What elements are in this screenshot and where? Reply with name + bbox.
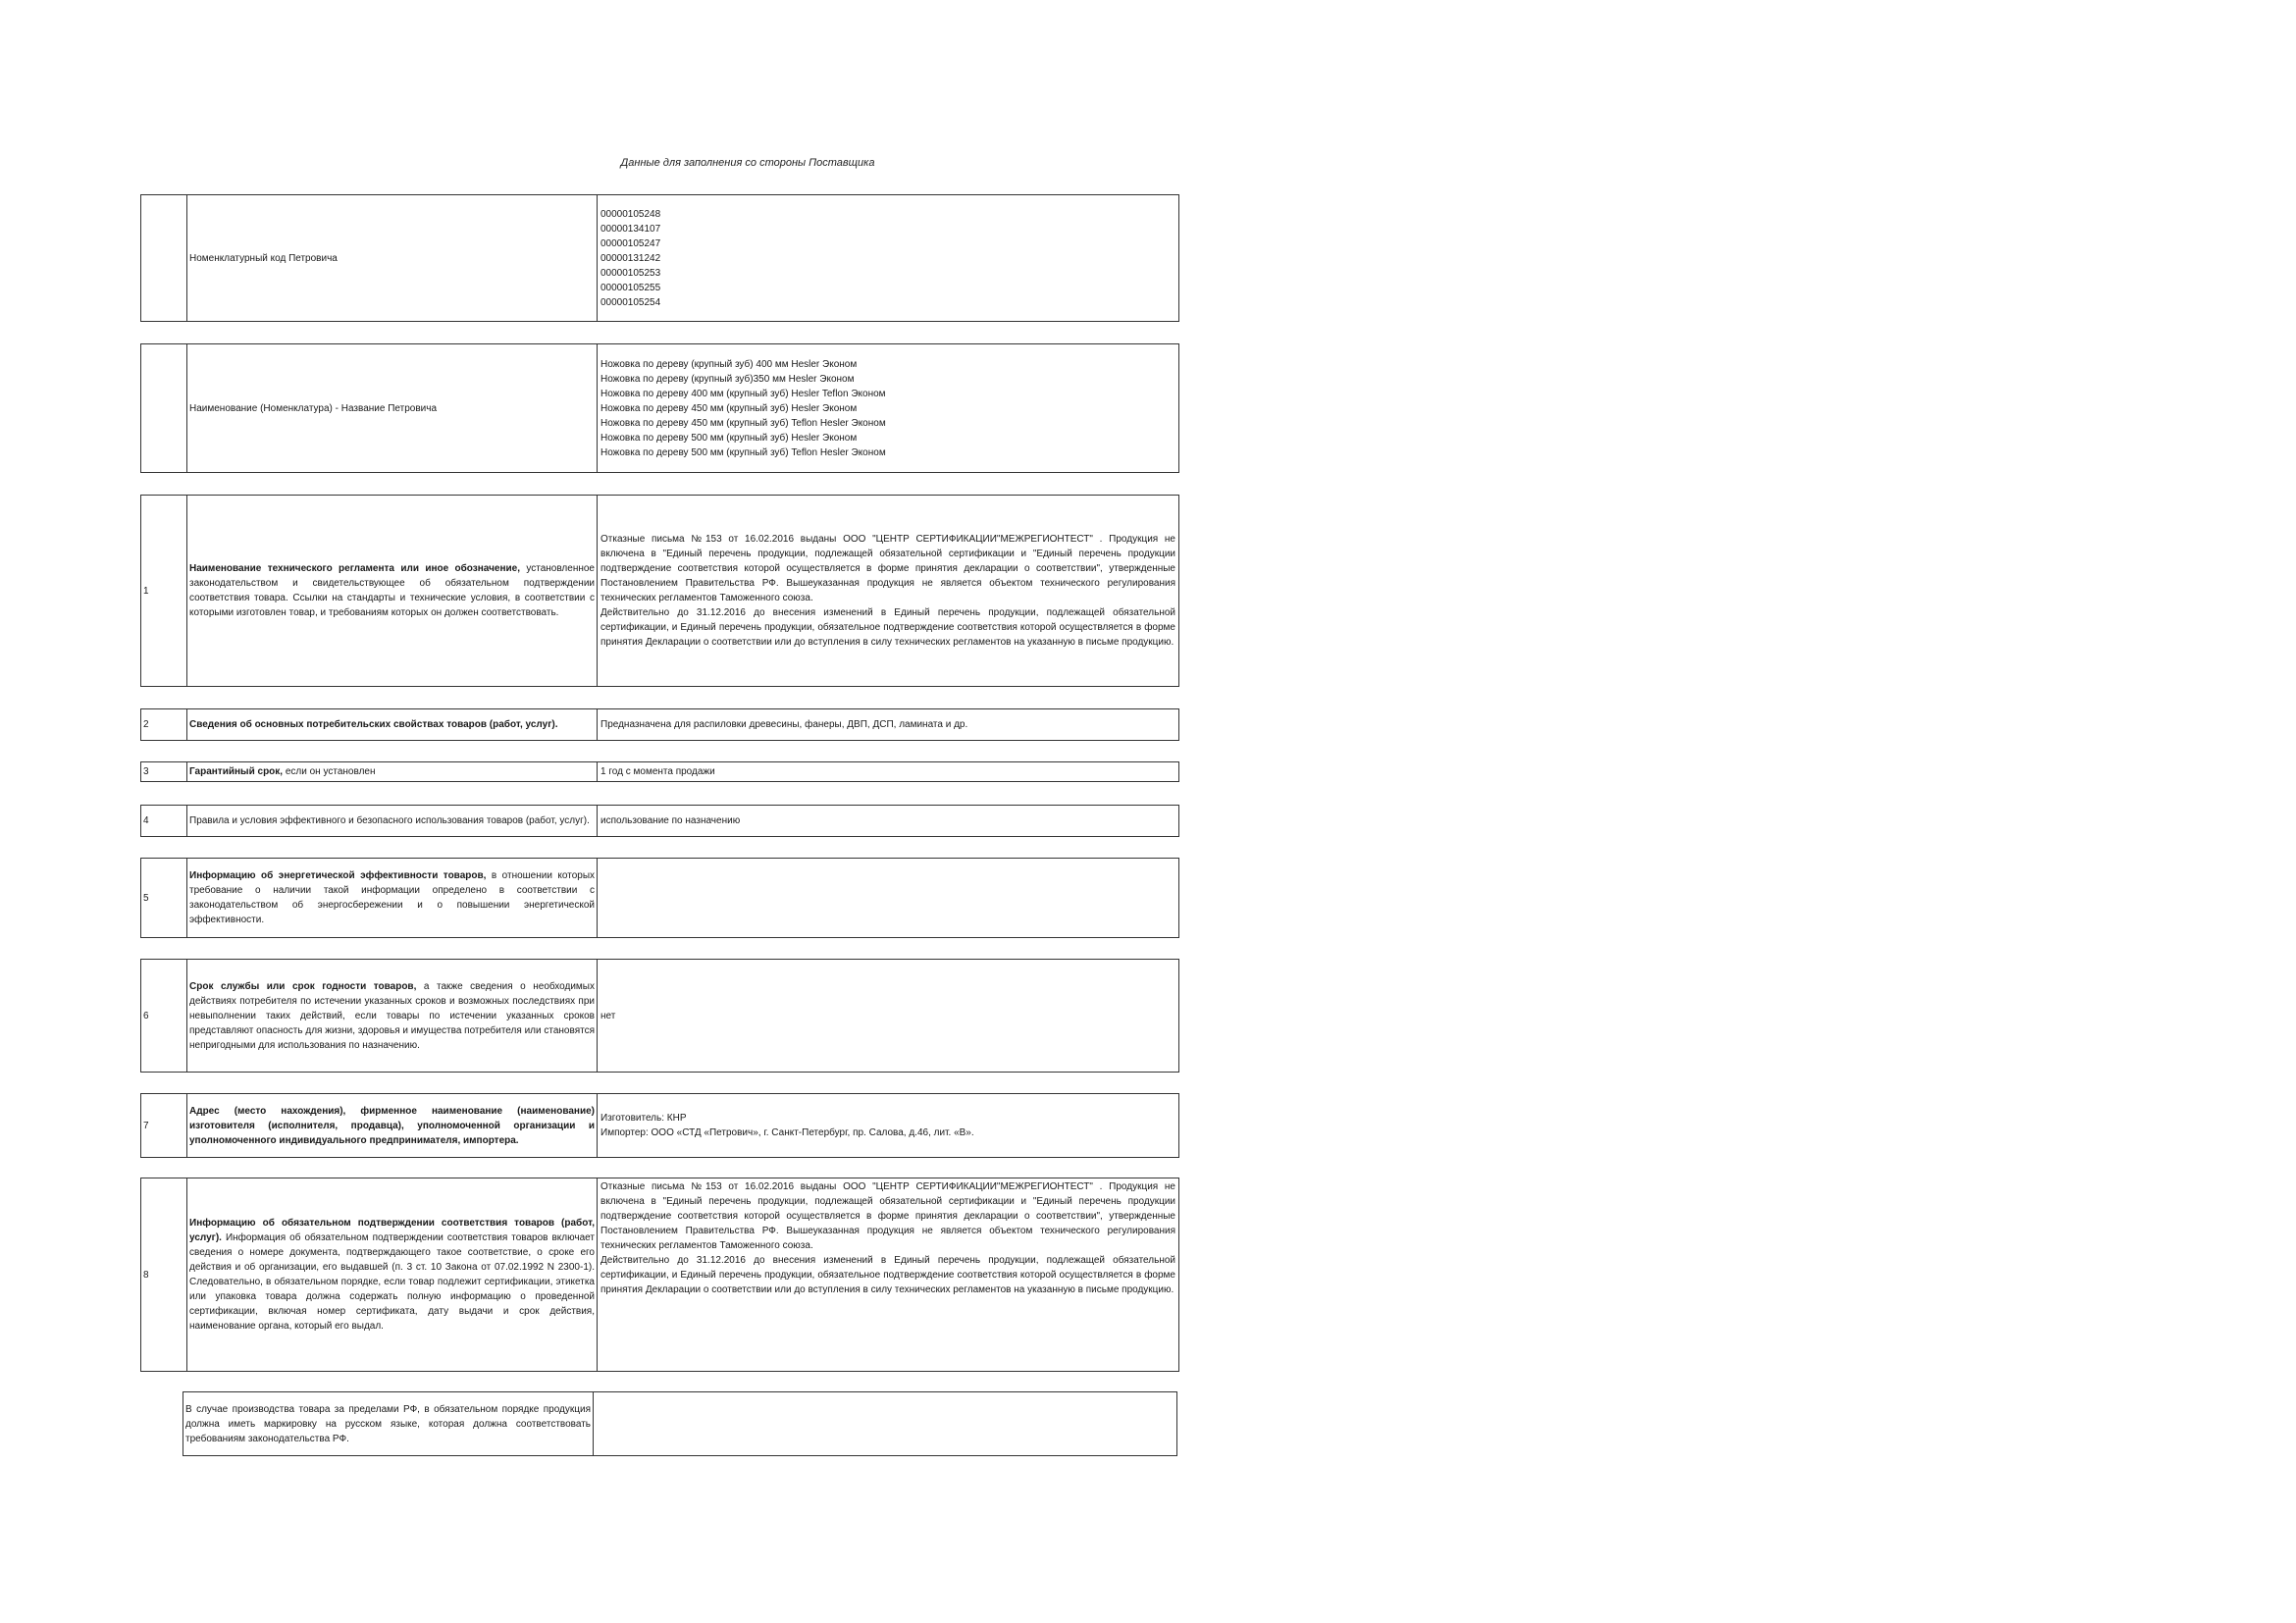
- row-label: [187, 960, 598, 1072]
- name-item: Ножовка по дереву 400 мм (крупный зуб) Hesler Teflon Эконом: [600, 388, 886, 399]
- code-item: 00000105255: [600, 282, 661, 293]
- name-item: Ножовка по дереву (крупный зуб) 400 мм Hesler Эконом: [600, 358, 858, 370]
- row-label-bold: Срок службы или срок годности товаров,: [189, 980, 417, 992]
- row-number: [141, 195, 187, 321]
- row-9-russian-marking: [183, 1391, 1177, 1456]
- row-label: Номенклатурный код Петровича: [187, 195, 598, 321]
- name-item: Ножовка по дереву 450 мм (крупный зуб) Hesler Эконом: [600, 402, 858, 414]
- row-number: 7: [141, 1094, 187, 1157]
- code-item: 00000131242: [600, 252, 661, 264]
- row-8-mandatory-confirmation: [140, 1178, 1179, 1372]
- row-number: 2: [141, 709, 187, 740]
- row-value: [598, 1178, 1178, 1371]
- row-7-address: [140, 1093, 1179, 1158]
- row-label-bold: Наименование технического регламента или иное обозначение,: [189, 563, 520, 574]
- row-number: 1: [141, 496, 187, 686]
- refusal-letter-text: Отказные письма №153 от 16.02.2016 выданы ООО "ЦЕНТР СЕРТИФИКАЦИИ"МЕЖРЕГИОНТЕСТ" . Продукция не включена в "Единый перечень продукции, подлежащей обязательной сертификации и "Единый перечень продукции подтверждение соответствия которой осуществляется в форме принятия декларации о соответствии", утвержденные Постановлением Правительства РФ. Вышеуказанная продукция не является объектом технического регулирования технических регламентов Таможенного союза.: [600, 1181, 1175, 1251]
- row-label: В случае производства товара за пределами РФ, в обязательном порядке продукция должна иметь маркировку на русском языке, которая должна соответствовать требованиям законодательства РФ.: [183, 1392, 594, 1455]
- row-number: 8: [141, 1178, 187, 1371]
- row-label-text: установленное законодательством и свидетельствующее об обязательном подтверждении соответствия товара. Ссылки на стандарты и технические условия, в соответствии с которыми изготовлен товар, и требованиям которых он должен соответствовать.: [189, 563, 595, 618]
- row-nomenclature-name: [140, 343, 1179, 473]
- importer-text: Импортер: ООО «СТД «Петрович», г. Санкт-Петербург, пр. Салова, д.46, лит. «В».: [600, 1127, 974, 1138]
- name-list: [598, 344, 1178, 472]
- code-item: 00000105248: [600, 208, 661, 220]
- manufacturer-text: Изготовитель: КНР: [600, 1113, 687, 1124]
- row-number: [141, 344, 187, 472]
- name-item: Ножовка по дереву 500 мм (крупный зуб) Teflon Hesler Эконом: [600, 446, 886, 458]
- row-nomenclature-code: [140, 194, 1179, 322]
- row-value: [598, 496, 1178, 686]
- name-item: Ножовка по дереву (крупный зуб)350 мм Hesler Эконом: [600, 373, 855, 385]
- row-6-service-life: [140, 959, 1179, 1073]
- row-label: Адрес (место нахождения), фирменное наименование (наименование) изготовителя (исполнителя, продавца), уполномоченной организации и уполномоченного индивидуального предпринимателя, импортера.: [187, 1094, 598, 1157]
- page-title: Данные для заполнения со стороны Поставщика: [620, 157, 875, 169]
- row-label-bold: Информацию об обязательном подтверждении соответствия товаров (работ, услуг).: [189, 1218, 595, 1243]
- row-label: Сведения об основных потребительских свойствах товаров (работ, услуг).: [187, 709, 598, 740]
- row-number: 3: [141, 762, 187, 781]
- refusal-letter-text: Отказные письма №153 от 16.02.2016 выданы ООО "ЦЕНТР СЕРТИФИКАЦИИ"МЕЖРЕГИОНТЕСТ" . Продукция не включена в "Единый перечень продукции, подлежащей обязательной сертификации и "Единый перечень продукции подтверждение соответствия которой осуществляется в форме принятия декларации о соответствии", утвержденные Постановлением Правительства РФ. Вышеуказанная продукция не является объектом технического регулирования технических регламентов Таможенного союза.: [600, 534, 1175, 603]
- row-value: использование по назначению: [600, 815, 741, 826]
- row-label-bold: Информацию об энергетической эффективности товаров,: [189, 870, 487, 881]
- row-label: Правила и условия эффективного и безопасного использования товаров (работ, услуг).: [187, 806, 598, 836]
- row-label: Наименование (Номенклатура) - Название Петровича: [187, 344, 598, 472]
- row-value: Предназначена для распиловки древесины, фанеры, ДВП, ДСП, ламината и др.: [600, 719, 968, 730]
- row-3-warranty: [140, 761, 1179, 782]
- validity-text: Действительно до 31.12.2016 до внесения изменений в Единый перечень продукции, подлежащей обязательной сертификации, и Единый перечень продукции, обязательное подтверждение соответствия которой осуществляется в форме принятия Декларации о соответствии или до вступления в силу технических регламентов на указанную в письме продукцию.: [600, 1255, 1175, 1295]
- row-label: [187, 859, 598, 937]
- validity-text: Действительно до 31.12.2016 до внесения изменений в Единый перечень продукции, подлежащей обязательной сертификации, и Единый перечень продукции, обязательное подтверждение соответствия которой осуществляется в форме принятия Декларации о соответствии или до вступления в силу технических регламентов на указанную в письме продукцию.: [600, 607, 1175, 648]
- code-item: 00000105247: [600, 237, 661, 249]
- code-item: 00000105253: [600, 267, 661, 279]
- row-label: [187, 762, 598, 781]
- row-label-text: Информация об обязательном подтверждении соответствия товаров включает сведения о номере документа, подтверждающего такое соответствие, о сроке его действия и об организации, его выдавшей (п. 3 ст. 10 Закона от 07.02.1992 N 2300-1). Следовательно, в обязательном порядке, если товар подлежит сертификации, этикетка или упаковка товара должна содержать полную информацию о проведенной сертификации, включая номер сертификата, дату выдачи и срок действия, наименование органа, который его выдал.: [189, 1232, 595, 1332]
- row-value: [598, 1094, 1178, 1157]
- row-number: 5: [141, 859, 187, 937]
- row-label: [187, 1178, 598, 1371]
- row-label-bold: Гарантийный срок,: [189, 766, 284, 777]
- row-label-text: в отношении которых требование о наличии такой информации определено в соответствии с законодательством об энергосбережении и о повышении энергетической эффективности.: [189, 870, 596, 925]
- name-item: Ножовка по дереву 450 мм (крупный зуб) Teflon Hesler Эконом: [600, 417, 886, 429]
- name-item: Ножовка по дереву 500 мм (крупный зуб) Hesler Эконом: [600, 432, 858, 444]
- row-4-usage-rules: [140, 805, 1179, 837]
- code-list: [598, 195, 1178, 321]
- row-label-text: если он установлен: [283, 766, 376, 777]
- row-value: [598, 859, 1178, 937]
- row-number: 4: [141, 806, 187, 836]
- row-number: 6: [141, 960, 187, 1072]
- row-value: нет: [600, 1010, 616, 1021]
- row-2-consumer-properties: [140, 708, 1179, 741]
- row-label-text: а также сведения о необходимых действиях потребителя по истечении указанных сроков и возможных последствиях при невыполнении таких действий, если товары по истечении указанных сроков представляют опасность для жизни, здоровья и имущества потребителя или становятся непригодными для использования по назначению.: [189, 980, 595, 1051]
- code-item: 00000105254: [600, 296, 661, 308]
- row-label: [187, 496, 598, 686]
- row-1-tech-regulation: [140, 495, 1179, 687]
- row-5-energy-efficiency: [140, 858, 1179, 938]
- code-item: 00000134107: [600, 223, 661, 235]
- row-value: [594, 1392, 1176, 1455]
- row-value: 1 год с момента продажи: [600, 766, 715, 777]
